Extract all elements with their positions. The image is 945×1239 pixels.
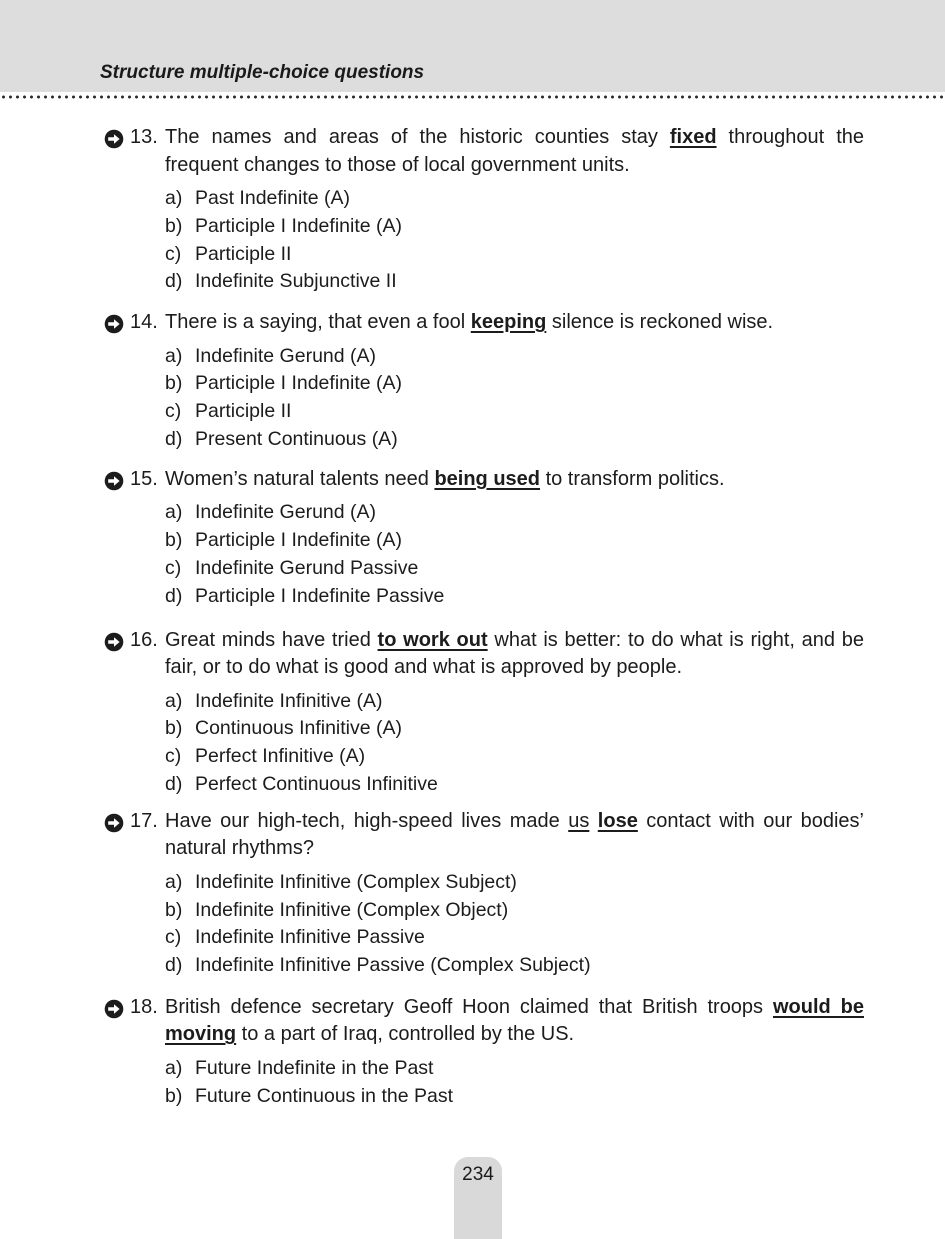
question-16 [104, 627, 864, 799]
question-text: throughout the frequent changes to those of local government units. [165, 126, 864, 176]
answer-option [165, 527, 864, 555]
answer-option [165, 743, 864, 771]
page-header [0, 0, 945, 92]
option-text: Indefinite Infinitive Passive [195, 926, 425, 949]
highlighted-term: would be moving [165, 995, 864, 1046]
highlighted-term: lose [597, 809, 638, 832]
option-text: Participle I Indefinite (A) [195, 372, 403, 395]
option-text: Participle I Indefinite (A) [195, 214, 403, 237]
option-letter: a) [165, 344, 183, 367]
option-text: Indefinite Infinitive (Complex Subject) [195, 870, 517, 893]
answer-option [165, 343, 864, 371]
option-letter: d) [165, 270, 183, 293]
question-13 [104, 124, 864, 296]
option-text: Present Continuous (A) [195, 428, 398, 451]
option-text: Continuous Infinitive (A) [195, 717, 403, 740]
answer-option [165, 771, 864, 799]
answer-options [165, 185, 864, 296]
option-letter: a) [165, 187, 183, 209]
question-stem [104, 627, 864, 682]
option-letter: d) [165, 428, 183, 451]
answer-option [165, 555, 864, 583]
option-letter: a) [165, 689, 183, 712]
question-15 [104, 466, 864, 611]
question-text: There is a saying, that even a fool [165, 311, 471, 334]
highlighted-term: being used [434, 467, 541, 490]
option-text: Indefinite Gerund (A) [195, 501, 377, 524]
question-stem [104, 466, 864, 494]
answer-option [165, 924, 864, 952]
underlined-term: us [568, 809, 590, 832]
arrow-bullet-icon [104, 813, 124, 833]
option-letter: b) [165, 898, 183, 921]
answer-option [165, 398, 864, 426]
answer-option [165, 499, 864, 527]
option-letter: d) [165, 772, 183, 795]
answer-options [165, 869, 864, 980]
answer-options [165, 343, 864, 454]
answer-option [165, 185, 864, 213]
option-text: Participle I Indefinite Passive [195, 584, 445, 607]
option-letter: b) [165, 1084, 183, 1107]
answer-option [165, 869, 864, 897]
option-letter: a) [165, 501, 183, 524]
option-text: Future Continuous in the Past [195, 1084, 453, 1107]
question-text: Have our high-tech, high-speed lives made [165, 809, 569, 832]
question-number: 15. [130, 467, 158, 490]
arrow-bullet-icon [104, 471, 124, 491]
question-number: 13. [130, 126, 158, 148]
question-number: 18. [130, 995, 158, 1018]
option-letter: c) [165, 556, 182, 579]
option-text: Perfect Infinitive (A) [195, 745, 366, 768]
option-text: Indefinite Subjunctive II [195, 270, 397, 293]
question-stem [104, 124, 864, 179]
question-17 [104, 808, 864, 980]
question-list [104, 124, 864, 1123]
question-text: silence is reckoned wise. [546, 311, 774, 334]
option-letter: d) [165, 954, 183, 977]
answer-option [165, 213, 864, 241]
option-text: Participle II [195, 242, 292, 265]
question-stem [104, 994, 864, 1049]
option-letter: a) [165, 870, 183, 893]
option-text: Participle II [195, 400, 292, 423]
option-text: Perfect Continuous Infinitive [195, 772, 438, 795]
option-letter: b) [165, 717, 183, 740]
option-letter: c) [165, 926, 182, 949]
option-text: Indefinite Gerund (A) [195, 344, 377, 367]
option-text: Future Indefinite in the Past [195, 1056, 434, 1079]
option-letter: b) [165, 372, 183, 395]
question-stem [104, 808, 864, 863]
highlighted-term: keeping [470, 311, 547, 334]
option-letter: b) [165, 214, 183, 237]
question-number: 14. [130, 311, 158, 334]
option-text: Indefinite Infinitive (Complex Object) [195, 898, 509, 921]
arrow-bullet-icon [104, 314, 124, 334]
question-number: 16. [130, 628, 158, 651]
question-text: British defence secretary Geoff Hoon claimed that British troops [165, 995, 773, 1018]
answer-option [165, 1055, 864, 1083]
question-18 [104, 994, 864, 1111]
question-text: The names and areas of the historic counties stay [165, 126, 670, 148]
option-letter: c) [165, 242, 182, 265]
question-text: to a part of Iraq, controlled by the US. [236, 1023, 575, 1046]
answer-options [165, 688, 864, 799]
question-text: what is better: to do what is right, and be fair, or to do what is good and what is approved by people. [165, 628, 864, 679]
question-text: contact with our bodies’ natural rhythms? [165, 809, 865, 860]
arrow-bullet-icon [104, 129, 124, 149]
answer-option [165, 688, 864, 716]
section-title: Structure multiple-choice questions [100, 62, 425, 83]
question-text [589, 810, 597, 832]
answer-option [165, 370, 864, 398]
answer-option [165, 583, 864, 611]
dotted-divider [0, 93, 945, 101]
answer-option [165, 241, 864, 269]
option-text: Participle I Indefinite (A) [195, 529, 403, 552]
option-letter: c) [165, 745, 182, 768]
option-text: Indefinite Infinitive Passive (Complex Subject) [195, 954, 591, 977]
arrow-bullet-icon [104, 632, 124, 652]
option-letter: b) [165, 529, 183, 552]
option-text: Past Indefinite (A) [195, 187, 350, 209]
answer-option [165, 715, 864, 743]
option-letter: c) [165, 400, 182, 423]
answer-options [165, 1055, 864, 1111]
option-letter: a) [165, 1056, 183, 1079]
page-number: 234 [462, 1164, 494, 1185]
question-stem [104, 309, 864, 337]
arrow-bullet-icon [104, 999, 124, 1019]
question-text: Great minds have tried [165, 628, 378, 651]
answer-option [165, 1083, 864, 1111]
answer-option [165, 426, 864, 454]
question-text: Women’s natural talents need [165, 467, 435, 490]
option-letter: d) [165, 584, 183, 607]
question-14 [104, 309, 864, 454]
question-number: 17. [130, 809, 158, 832]
answer-option [165, 952, 864, 980]
option-text: Indefinite Infinitive (A) [195, 689, 383, 712]
highlighted-term: fixed [669, 126, 717, 148]
answer-options [165, 499, 864, 610]
question-text: to transform politics. [540, 467, 725, 490]
highlighted-term: to work out [377, 628, 488, 651]
answer-option [165, 268, 864, 296]
answer-option [165, 897, 864, 925]
option-text: Indefinite Gerund Passive [195, 556, 419, 579]
